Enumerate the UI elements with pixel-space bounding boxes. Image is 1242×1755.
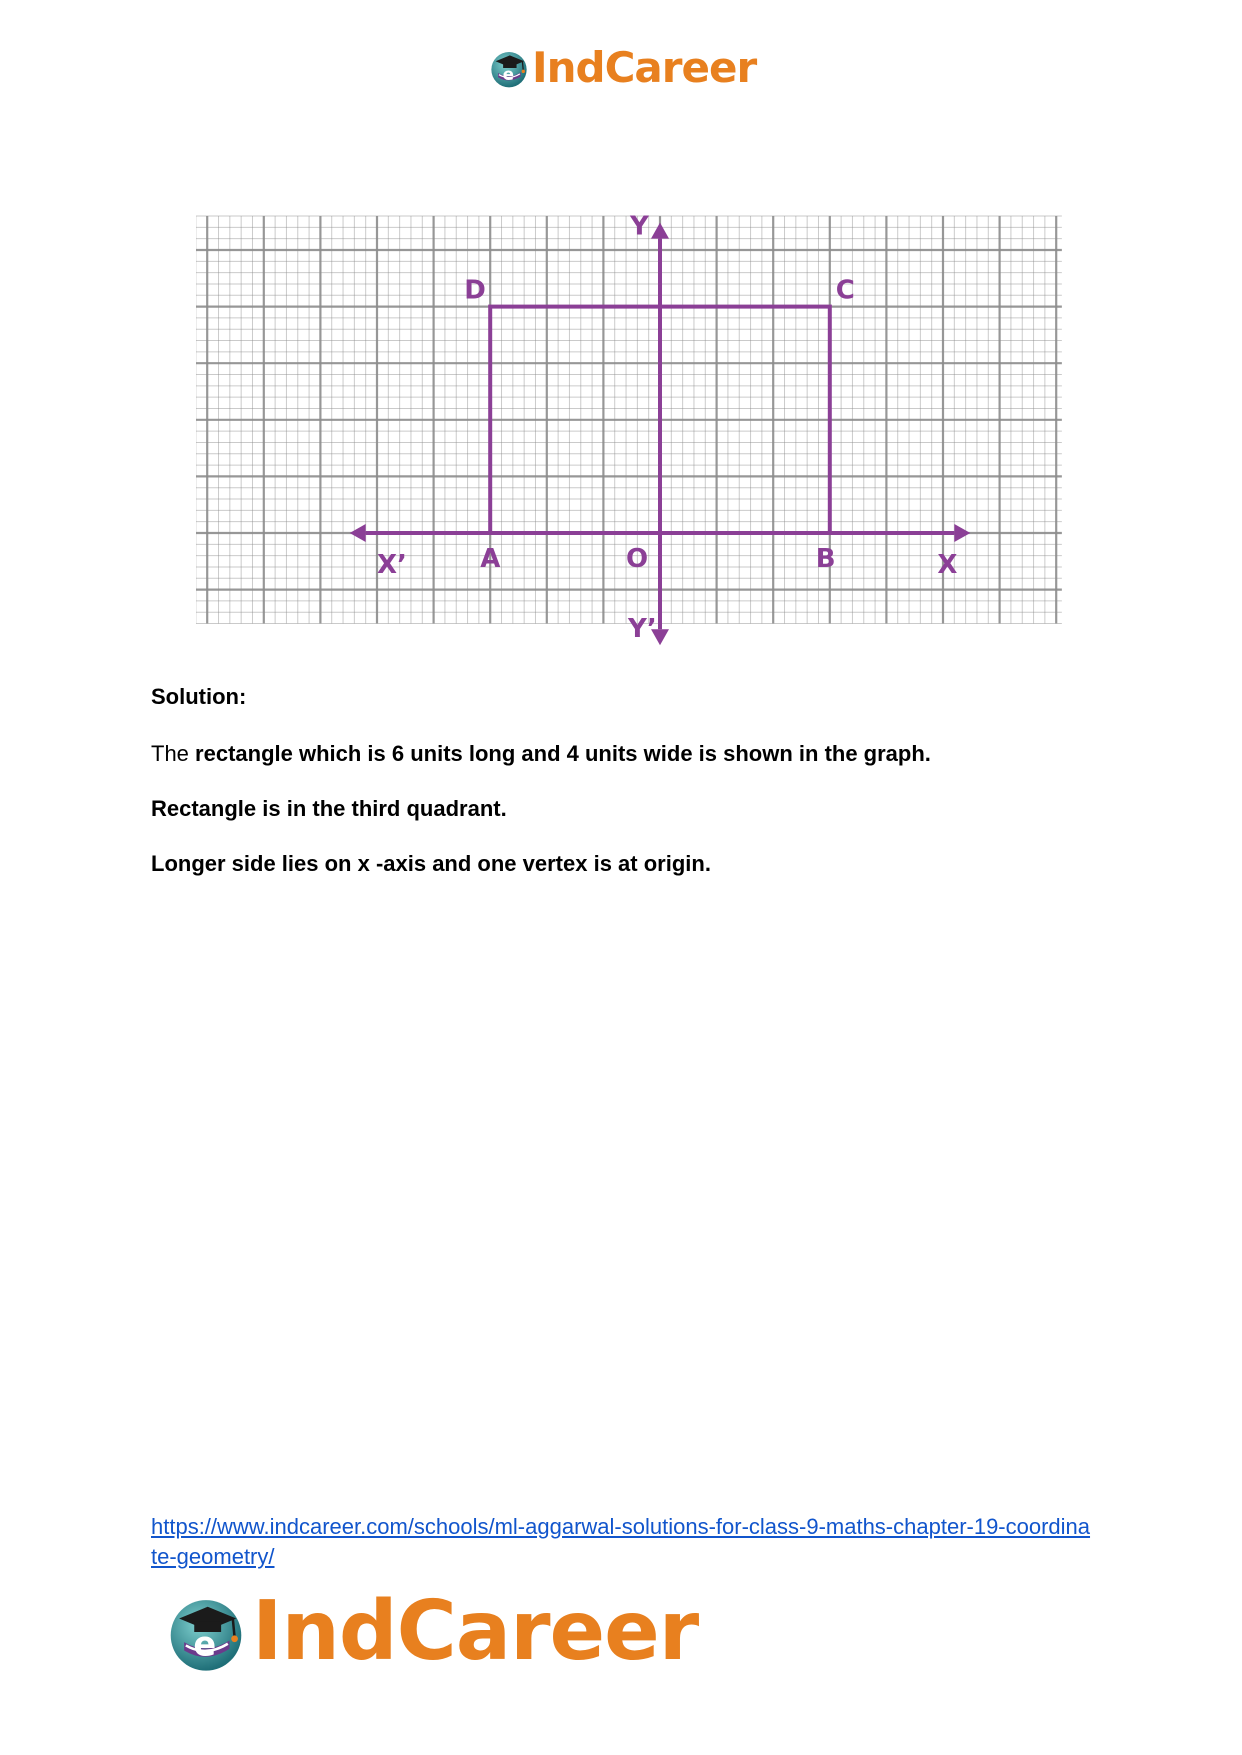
solution-heading: Solution: — [151, 684, 247, 709]
x-axis-arrow-left — [350, 524, 366, 542]
solution-line-3: Longer side lies on x -axis and one vertex is at origin. — [151, 851, 711, 876]
solution-line-2: Rectangle is in the third quadrant. — [151, 796, 507, 821]
solution-line-1 — [151, 740, 931, 768]
point-label-o: O — [626, 544, 649, 574]
solution-line-1-bold: rectangle which is 6 units long and 4 units wide is shown in the graph. — [195, 741, 931, 766]
header-logo-text: IndCareer — [532, 43, 757, 92]
point-label-a: A — [480, 544, 501, 574]
graduation-globe-icon — [488, 47, 530, 89]
footer-logo-text: IndCareer — [252, 1584, 699, 1679]
graduation-globe-icon — [164, 1590, 248, 1674]
svg-text:e: e — [193, 1624, 217, 1664]
svg-text:e: e — [502, 63, 515, 84]
x-axis-arrow-right — [954, 524, 970, 542]
x-axis-label: X — [937, 550, 958, 580]
x-negative-axis-label: X’ — [377, 550, 407, 580]
y-negative-axis-label: Y’ — [628, 614, 657, 645]
solution-line-1-normal: The — [151, 741, 196, 766]
source-link[interactable]: https://www.indcareer.com/schools/ml-aggarwal-solutions-for-class-9-maths-chapter-19-coordinate-geometry/ — [151, 1514, 1091, 1569]
footer-logo[interactable] — [164, 1584, 699, 1679]
coordinate-graph — [196, 176, 1066, 648]
point-label-d: D — [464, 275, 486, 306]
point-label-c: C — [835, 275, 855, 306]
y-axis-label: Y — [630, 211, 649, 242]
point-label-b: B — [815, 544, 836, 574]
y-axis-arrow-up — [651, 223, 669, 239]
header-logo[interactable] — [488, 42, 756, 94]
